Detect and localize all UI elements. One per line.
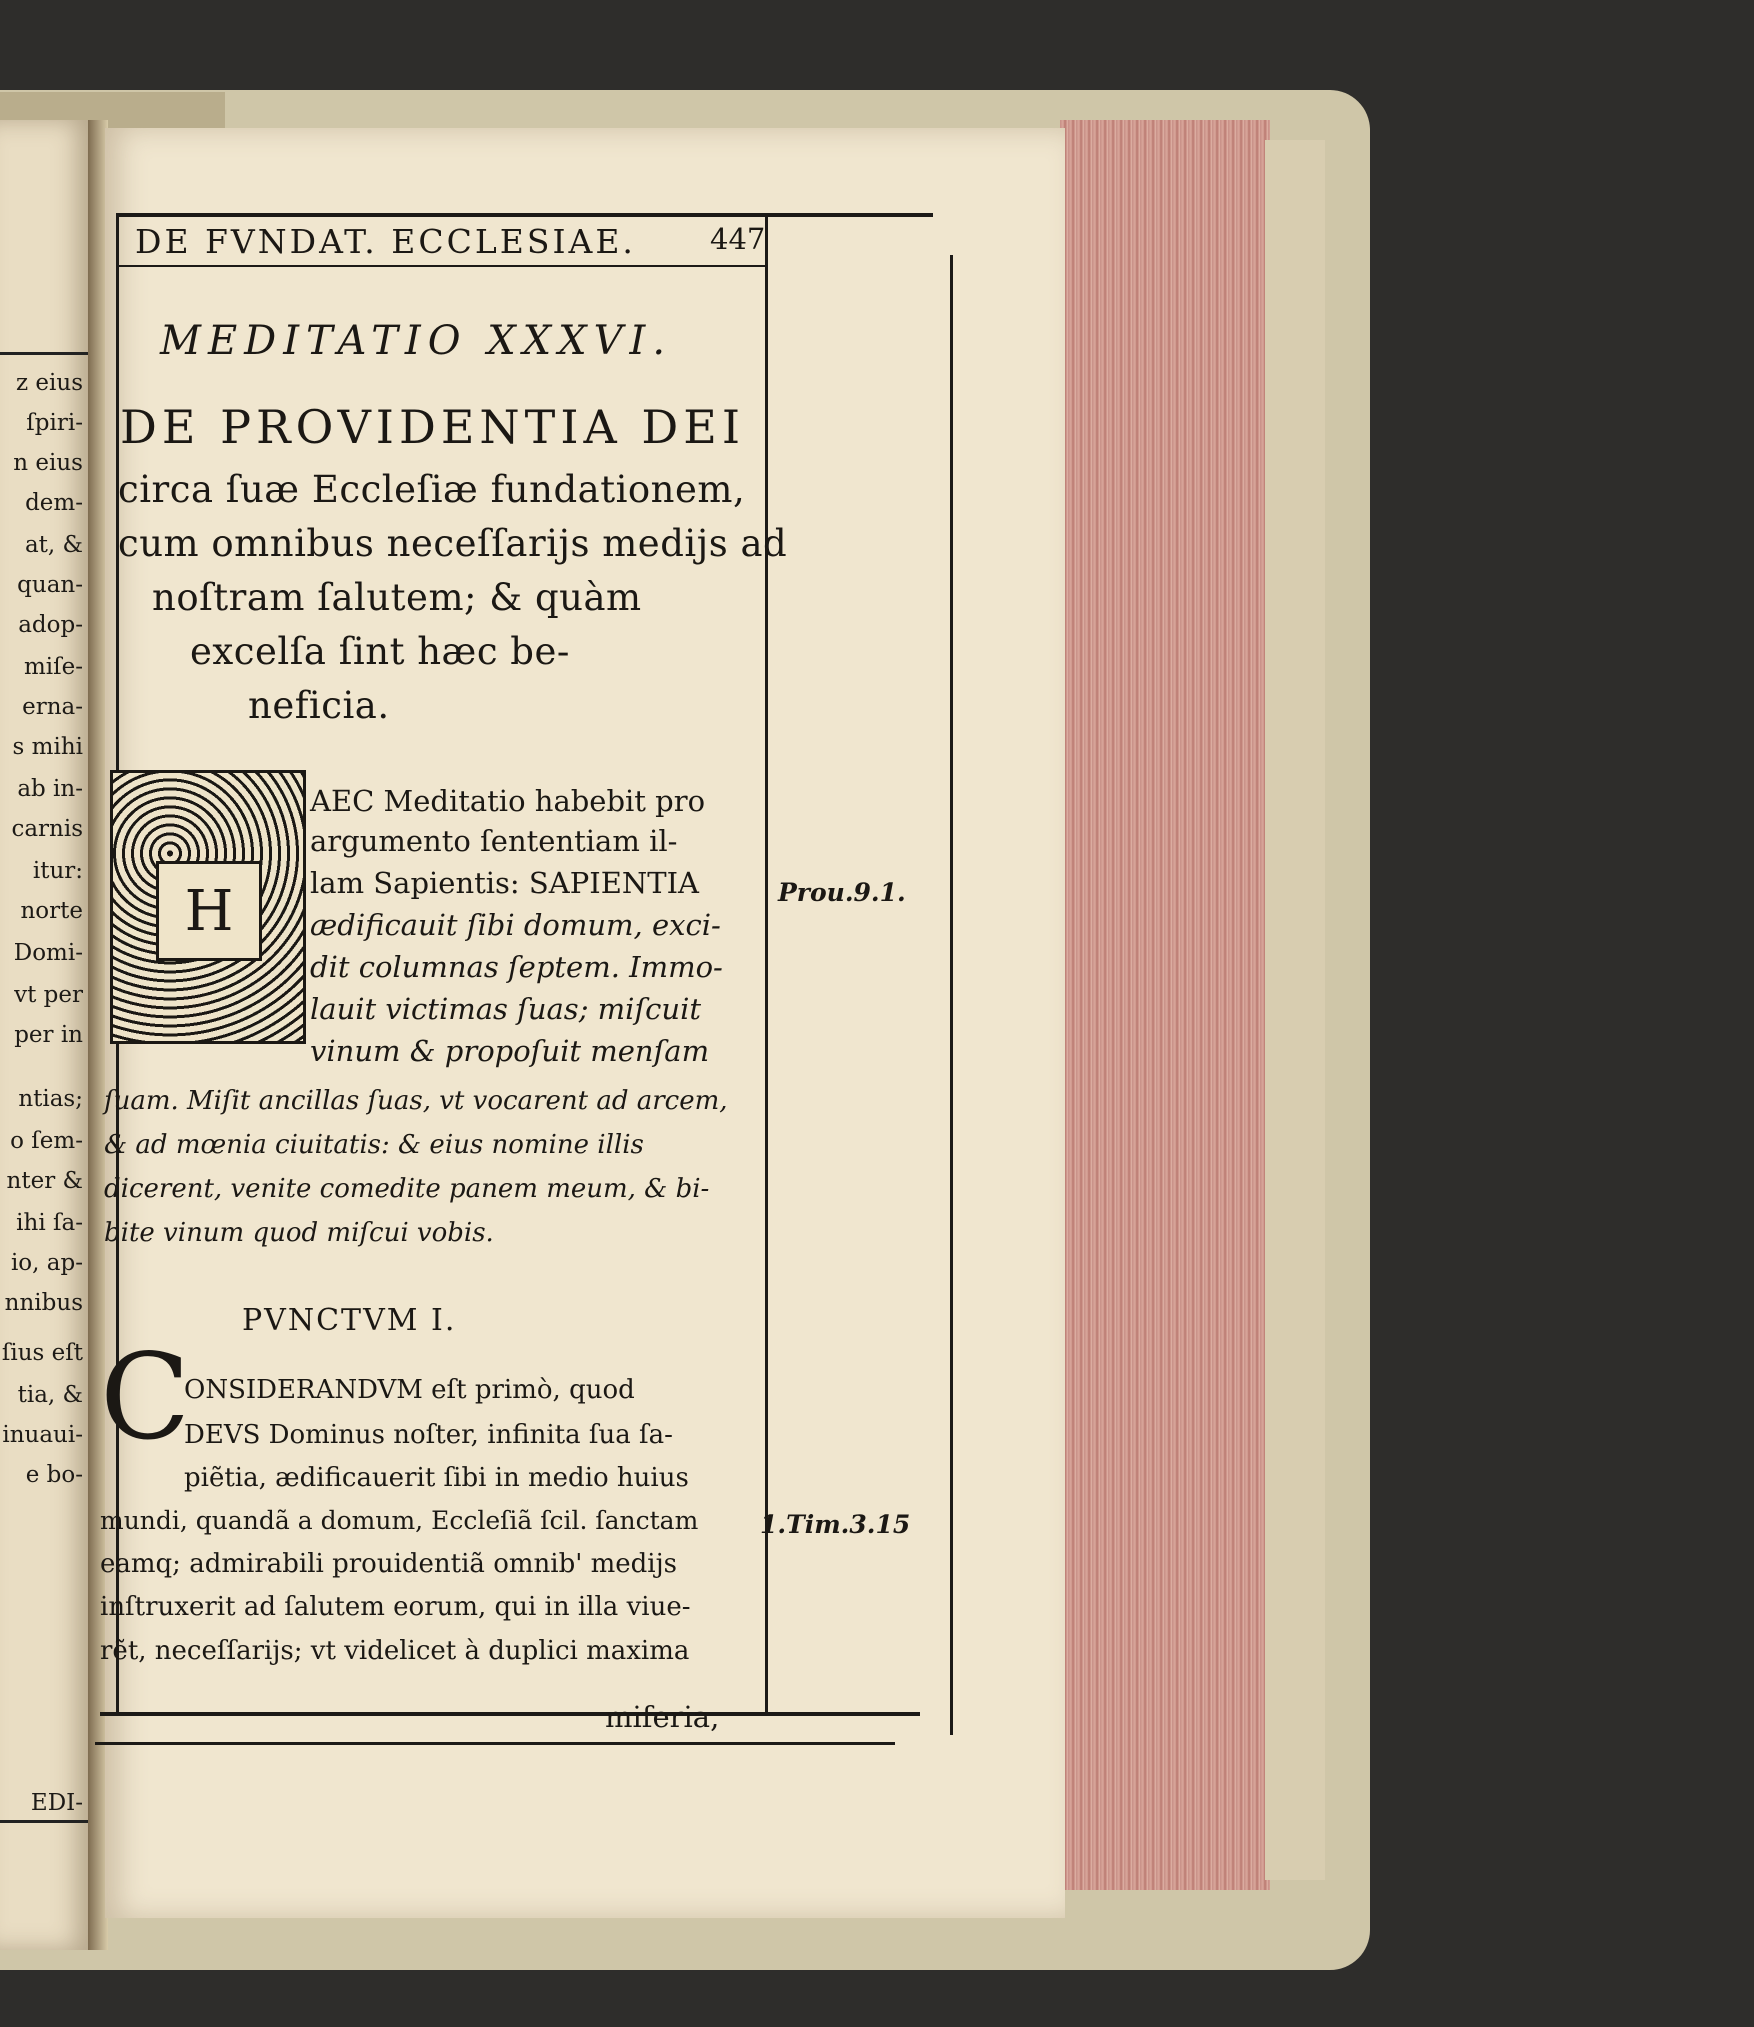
left-page-fragment: itur: [32,858,83,884]
left-page-fragment: nnibus [4,1290,83,1316]
subtitle-line: excelſa ſint hæc be- [190,630,570,673]
running-head: DE FVNDAT. ECCLESIAE. [135,222,636,261]
meditation-title: MEDITATIO XXXVI. [160,318,673,364]
paragraph-line: lam Sapientis: SAPIENTIA [310,866,699,900]
left-page-fragment: quan- [17,572,83,598]
left-page-fragment: ab in- [17,776,83,802]
left-facing-page [0,120,95,1950]
left-page-fragment: norte [20,898,83,924]
left-page-bottom-rule [0,1820,90,1823]
subtitle-line: cum omnibus neceſſarijs medijs ad [118,522,788,565]
left-page-fragment: e bo- [25,1462,83,1488]
margin-note-prov: Prou.9.1. [778,878,906,907]
margin-note-tim: 1.Tim.3.15 [760,1510,911,1539]
page-block-fore-edge [1060,120,1270,1890]
paragraph-line: argumento ſententiam il- [310,824,678,858]
left-page-fragment: z eius [15,370,83,396]
left-page-fragment: per in [14,1022,83,1048]
initial-letter: H [156,861,262,961]
left-page-fragment: io, ap- [10,1250,83,1276]
left-page-fragment: nter & [6,1168,83,1194]
paragraph-line: mundi, quandã a domum, Eccleſiã ſcil. ſanctam [100,1506,699,1535]
paragraph-line: dit columnas ſeptem. Immo- [310,950,723,984]
main-title: DE PROVIDENTIA DEI [120,400,745,454]
subtitle-line: circa ſuæ Eccleſiæ fundationem, [118,468,746,511]
left-page-fragment: at, & [24,532,83,558]
paragraph-line: ſuam. Miſit ancillas ſuas, vt vocarent ad arcem, [104,1086,728,1116]
frame-top-rule [118,213,933,217]
left-page-fragment: ſius eſt [1,1340,83,1366]
left-page-fragment: o ſem- [10,1128,83,1154]
frame-head-rule [118,265,768,267]
paragraph-line: AEC Meditatio habebit pro [310,784,706,818]
paragraph-line: lauit victimas ſuas; miſcuit [310,992,702,1026]
left-page-fragment: erna- [22,694,83,720]
left-page-fragment: s mihi [12,734,83,760]
left-page-fragment: Domi- [13,940,83,966]
catchword: miſeria, [605,1700,720,1734]
subtitle-line: noſtram ſalutem; & quàm [152,576,642,619]
left-page-fragment: adop- [18,612,83,638]
paragraph-line: ædificauit ſibi domum, exci- [310,908,721,942]
left-page-fragment: carnis [11,816,83,842]
left-page-fragment: inuaui- [2,1422,83,1448]
left-page-fragment: miſe- [23,654,83,680]
cover-turn-in [1265,140,1325,1880]
paragraph-line: eamq; admirabili prouidentiã omnib' medijs [100,1549,678,1579]
paragraph-line: inſtruxerit ad ſalutem eorum, qui in illa viue- [100,1592,691,1622]
paragraph-line: dicerent, venite comedite panem meum, & bi- [104,1174,710,1204]
left-page-fragment: vt per [14,982,83,1008]
frame-margin-right-rule [950,255,953,1735]
page-number: 447 [710,222,766,256]
left-page-fragment: n eius [13,450,83,476]
large-initial: C [100,1328,191,1466]
section-heading: PVNCTVM I. [242,1303,457,1338]
left-page-fragment: ſpiri- [26,410,83,436]
subtitle-line: neficia. [248,684,390,727]
frame-bottom-rule-2 [95,1742,895,1745]
paragraph-line: DEVS Dominus noſter, infinita ſua ſa- [184,1420,673,1450]
paragraph-line: ONSIDERANDVM eſt primò, quod [184,1375,635,1405]
frame-bottom-rule [100,1712,920,1716]
left-page-fragment: dem- [25,490,83,516]
paragraph-line: bite vinum quod miſcui vobis. [104,1218,494,1248]
left-page-fragment: ntias; [18,1086,83,1112]
left-page-fragment: EDI- [30,1790,83,1816]
decorated-initial [110,770,306,1044]
paragraph-line: piẽtia, ædificauerit ſibi in medio huius [184,1463,689,1493]
paragraph-line: vinum & propoſuit menſam [310,1034,710,1068]
left-page-top-rule [0,352,90,355]
paragraph-line: & ad mœnia ciuitatis: & eius nomine illis [104,1130,644,1160]
left-page-fragment: tia, & [17,1382,83,1408]
frame-text-right-rule [765,213,768,1713]
paragraph-line: rẽt, neceſſarijs; vt videlicet à duplici maxima [100,1636,690,1666]
left-page-fragment: ihi ſa- [16,1210,83,1236]
